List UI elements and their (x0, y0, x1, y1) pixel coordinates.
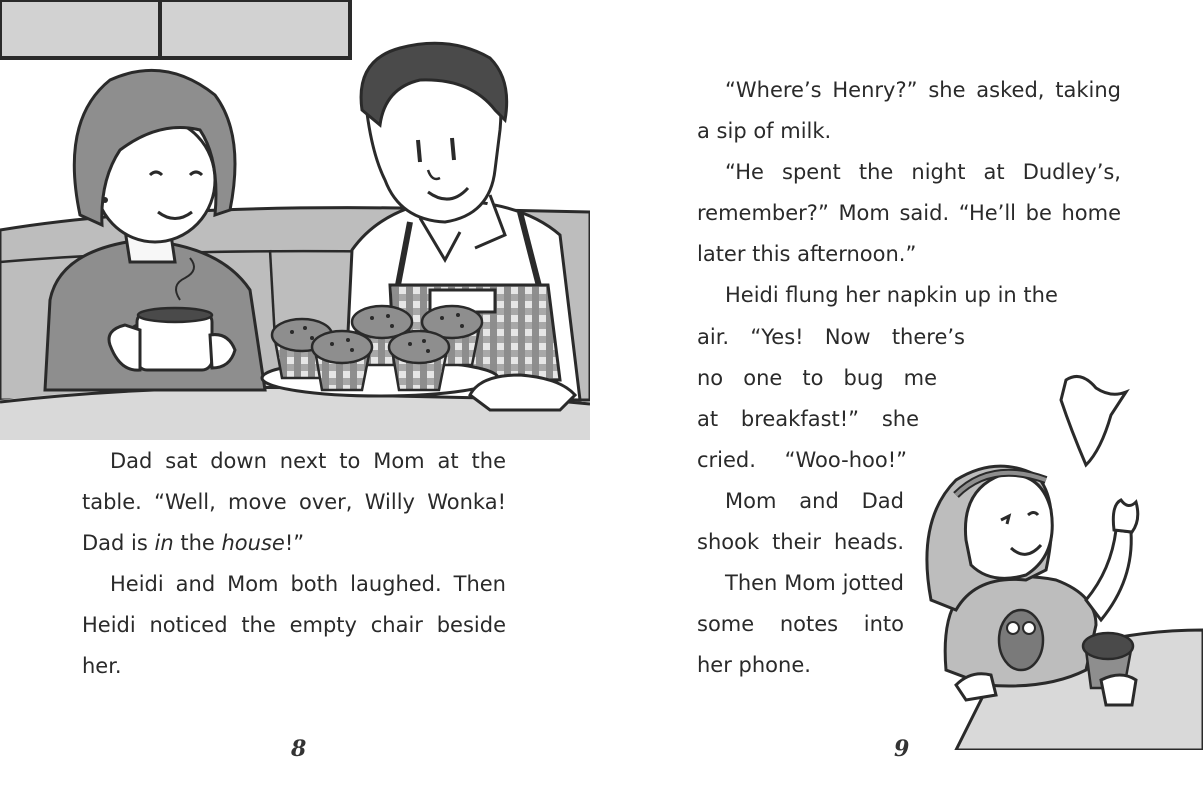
text-run: the (173, 531, 222, 555)
right-paragraph-2: “He spent the night at Dudley’s, remember?” Mom said. “He’ll be home later this afternoon.” (697, 160, 1121, 266)
heidi-illustration (896, 370, 1203, 750)
page-number-right: 9 (894, 736, 910, 762)
narrow-line: Then Mom jotted (725, 571, 904, 595)
right-page-text-wide (697, 70, 1121, 316)
right-page (601, 0, 1203, 800)
right-paragraph-3-first-line: Heidi flung her napkin up in the (725, 283, 1058, 307)
breakfast-table-illustration (0, 0, 590, 440)
narrow-line: air. “Yes! Now there’s (697, 325, 965, 349)
narrow-line: shook their heads. (697, 530, 904, 554)
narrow-line: at breakfast!” she (697, 407, 919, 431)
left-page (0, 0, 601, 800)
narrow-line: some notes into (697, 612, 904, 636)
narrow-line: her phone. (697, 653, 811, 677)
left-paragraph-2: Heidi and Mom both laughed. Then Heidi noticed the empty chair beside her. (82, 572, 506, 678)
narrow-line: cried. “Woo-hoo!” (697, 448, 907, 472)
narrow-line: Mom and Dad (725, 489, 904, 513)
right-paragraph-1: “Where’s Henry?” she asked, taking a sip of milk. (697, 78, 1121, 143)
heidi-cheering-drawing (896, 370, 1203, 750)
page-number-left: 8 (291, 736, 307, 762)
text-run: Dad sat down next to Mom at the table. “Well, move over, Willy Wonka! Dad is (82, 449, 506, 555)
emphasis-house: house (221, 531, 285, 555)
left-page-text (82, 441, 506, 687)
emphasis-in: in (154, 531, 174, 555)
narrow-line: no one to bug me (697, 366, 937, 390)
mom-dad-muffins-drawing (0, 0, 590, 440)
left-paragraph-1 (82, 441, 506, 564)
text-run: !” (284, 531, 305, 555)
